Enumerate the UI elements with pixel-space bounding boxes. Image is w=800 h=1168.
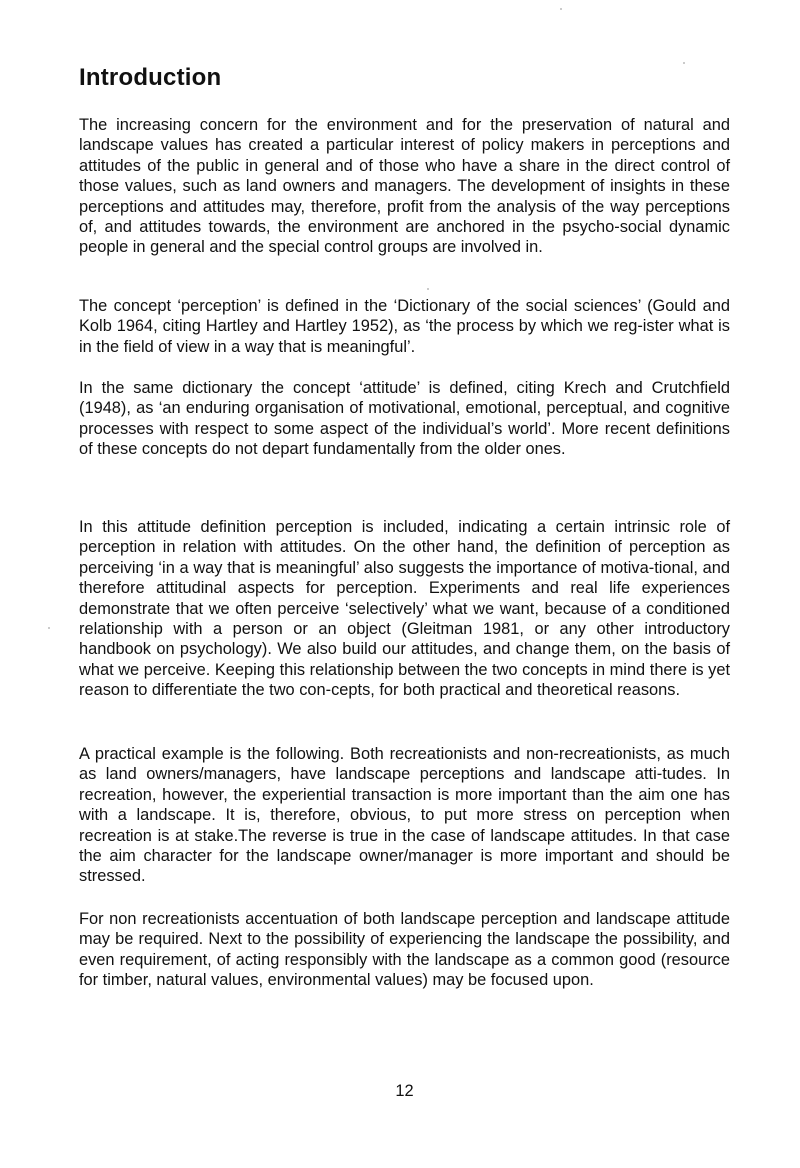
scan-speck xyxy=(560,8,562,10)
section-heading: Introduction xyxy=(79,64,222,91)
paragraph-5: A practical example is the following. Both recreationists and non-recreationists, as much as land owners/managers, have landscape perceptions and landscape atti-tudes. In recreation, however, the experiential transaction is more important than the aim one has with a landscape. It is, therefore, obvious, to put more stress on perception when recreation is at stake.The reverse is true in the case of landscape attitudes. In that case the aim character for the landscape owner/manager is more important and should be stressed. xyxy=(79,745,730,886)
page-number: 12 xyxy=(395,1082,414,1100)
paragraph-6: For non recreationists accentuation of both landscape perception and landscape attitude may be required. Next to the possibility of experiencing the landscape the possibility, and even requirement, of acting responsibly with the landscape as a common good (resource for timber, natural values, environmental values) may be focused upon. xyxy=(79,910,730,990)
scan-speck xyxy=(683,62,685,64)
scan-speck xyxy=(427,288,429,290)
paragraph-2: The concept ‘perception’ is defined in the ‘Dictionary of the social sciences’ (Gould and Kolb 1964, citing Hartley and Hartley 1952), as ‘the process by which we reg-ister what is in the field of view in a way that is meaningful’. xyxy=(79,297,730,356)
paragraph-1: The increasing concern for the environment and for the preservation of natural and landscape values has created a particular interest of policy makers in perceptions and attitudes of the public in general and of those who have a share in the direct control of those values, such as land owners and managers. The development of insights in these perceptions and attitudes may, therefore, profit from the analysis of the way perceptions of, and attitudes towards, the environment are anchored in the psycho-social dynamic people in general and the special control groups are involved in. xyxy=(79,116,730,257)
scan-speck xyxy=(48,627,50,629)
paragraph-3: In the same dictionary the concept ‘attitude’ is defined, citing Krech and Crutchfield (1948), as ‘an enduring organisation of motivational, emotional, perceptual, and cognitive processes with respect to some aspect of the individual’s world’. More recent definitions of these concepts do not depart fundamentally from the older ones. xyxy=(79,379,730,459)
paragraph-4: In this attitude definition perception is included, indicating a certain intrinsic role of perception in relation with attitudes. On the other hand, the definition of perception as perceiving ‘in a way that is meaningful’ also suggests the importance of motiva-tional, and therefore attitudinal aspects for perception. Experiments and real life experiences demonstrate that we often perceive ‘selectively’ what we want, because of a conditioned relationship with a person or an object (Gleitman 1981, or any other introductory handbook on psychology). We also build our attitudes, and change them, on the basis of what we perceive. Keeping this relationship between the two concepts in mind there is yet reason to differentiate the two con-cepts, for both practical and theoretical reasons. xyxy=(79,518,730,700)
